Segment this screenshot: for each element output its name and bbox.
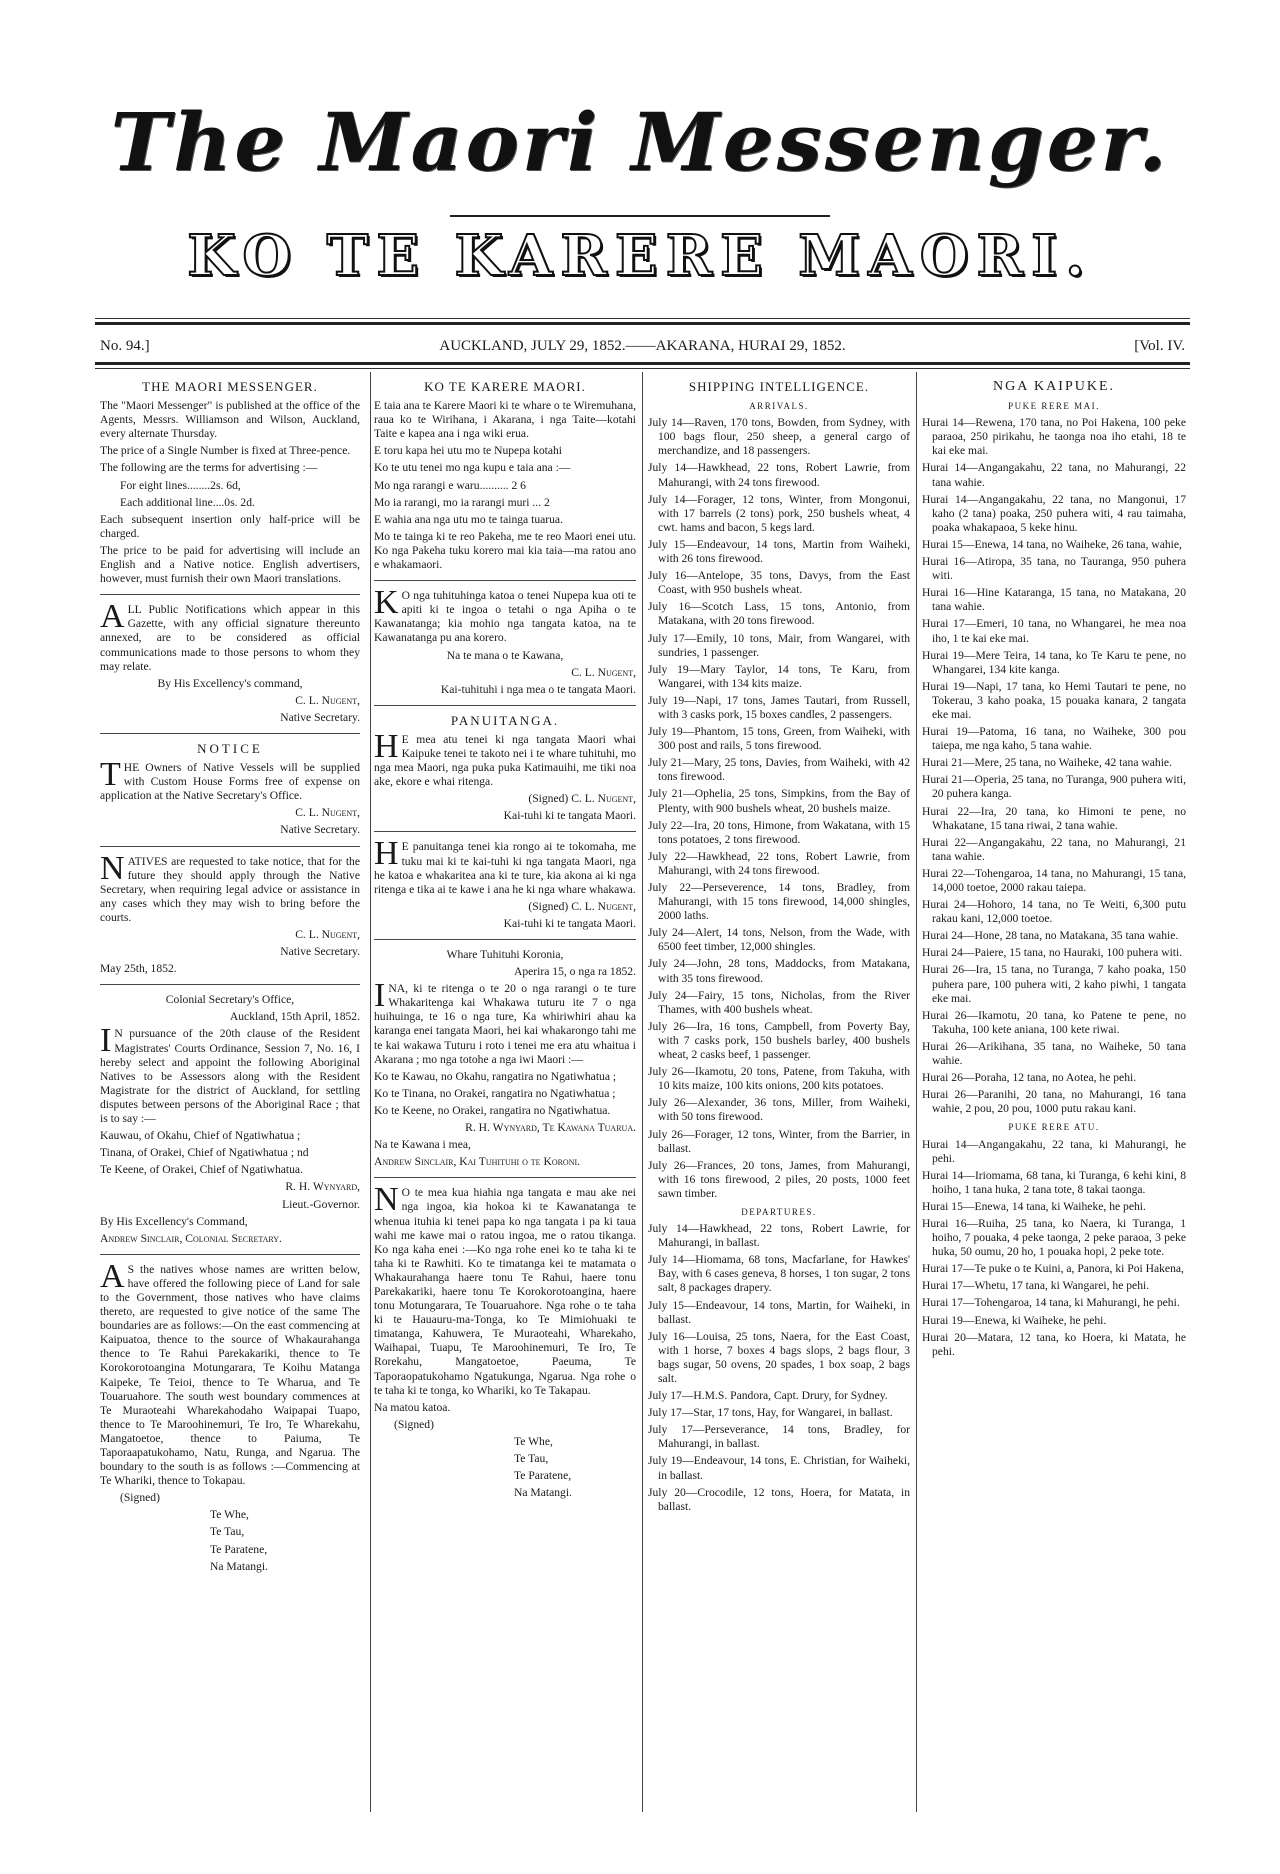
shipping-entry: July 19—Napi, 17 tons, James Tautari, from Russell, with 3 casks pork, 15 boxes candles, 2 passengers.	[648, 693, 910, 721]
header-rule-top	[95, 318, 1190, 319]
shipping-entry: Hurai 16—Ruiha, 25 tana, ko Naera, ki Turanga, 1 hoiho, 7 pouaka, 4 peke taonga, 2 peke paraoa, 3 peke huka, 50 oumu, 20 ho, 1 pouaka hopi, 2 peke tote.	[922, 1216, 1186, 1259]
command-line: By His Excellency's Command,	[100, 1214, 248, 1228]
shipping-entry: Hurai 19—Mere Teira, 14 tana, ko Te Karu te pene, no Whangarei, 134 kite kanga.	[922, 648, 1186, 676]
signature-line	[374, 792, 636, 806]
shipping-entry: Hurai 26—Poraha, 12 tana, no Aotea, he pehi.	[922, 1071, 1137, 1085]
shipping-entry: July 26—Alexander, 36 tons, Miller, from Waiheki, with 50 tons firewood.	[648, 1096, 910, 1124]
shipping-entry: July 21—Mary, 25 tons, Davies, from Waiheki, with 42 tons firewood.	[648, 756, 910, 784]
shipping-entry: Hurai 24—Hohoro, 14 tana, no Te Weiti, 6,300 putu rakau kani, 12,000 toetoe.	[922, 898, 1186, 926]
chief-entry: Tinana, of Orakei, Chief of Ngatiwhatua ; nd	[100, 1146, 309, 1160]
signature-name: C. L. Nugent,	[295, 693, 360, 707]
notice-heading: PANUITANGA.	[450, 712, 560, 728]
signed-label: (Signed)	[528, 792, 569, 806]
column-separator	[916, 372, 917, 1812]
departures-list	[648, 1222, 910, 1514]
divider	[374, 580, 636, 581]
secretary-line: Andrew Sinclair, Kai Tuhituhi o te Koroni.	[374, 1155, 581, 1169]
office-line: Whare Tuhituhi Koronia,	[446, 948, 564, 961]
shipping-entry: Hurai 19—Patoma, 16 tana, no Waiheke, 300 pou taiepa, me nga kaho, 5 tana wahie.	[922, 725, 1186, 753]
notice-date: May 25th, 1852.	[100, 962, 177, 976]
shipping-entry: July 14—Hawkhead, 22 tons, Robert Lawrie, from Mahurangi, with 24 tons firewood.	[648, 461, 910, 489]
chief-entry: Kauwau, of Okahu, Chief of Ngatiwhatua ;	[100, 1129, 301, 1143]
chief-entry: Te Keene, of Orakei, Chief of Ngatiwhatua.	[100, 1163, 303, 1177]
rate-line: For eight lines........2s. 6d,	[120, 478, 241, 492]
notice-paragraph: HE mea atu tenei ki nga tangata Maori whai Kaipuke tenei te takoto nei i te whare tuhituhi, mo nga mea Maori, nga puka puka Katimauihi, me tiki noa ake, ekore e whai ritenga.	[374, 727, 636, 789]
signature-name: C. L. Nugent,	[295, 806, 360, 820]
shipping-entry: Hurai 26—Ikamotu, 20 tana, ko Patene te pene, no Takuha, 100 kete aniana, 100 kete riwai.	[922, 1008, 1186, 1036]
shipping-entry: Hurai 17—Whetu, 17 tana, ki Wangarei, he pehi.	[922, 1279, 1150, 1293]
header-rule-bottom	[95, 362, 1190, 365]
masthead-rule	[450, 215, 830, 217]
arrivals-heading: PUKE RERE MAI.	[1008, 401, 1100, 412]
shipping-entry: July 26—Ikamotu, 20 tons, Patene, from Takuha, with 10 kits maize, 100 kits onions, 200 kits potatoes.	[648, 1065, 910, 1093]
shipping-entry: July 15—Endeavour, 14 tons, Martin from Waiheki, with 26 tons firewood.	[648, 537, 910, 566]
divider	[374, 705, 636, 706]
shipping-entry: July 22—Perseverence, 14 tons, Bradley, from Mahurangi, with 15 tons firewood, 14,000 shingles, 2000 laths.	[648, 881, 910, 923]
signature-title: Native Secretary.	[280, 945, 360, 959]
shipping-entry: July 26—Forager, 12 tons, Winter, from the Barrier, in ballast.	[648, 1127, 910, 1155]
paragraph: The price of a Single Number is fixed at Three-pence.	[100, 444, 351, 458]
shipping-entry: July 22—Ira, 20 tons, Himone, from Wakatana, with 15 tons potatoes, 2 tons firewood.	[648, 818, 910, 846]
shipping-entry: Hurai 24—Paiere, 15 tana, no Hauraki, 100 puhera witi.	[922, 946, 1183, 960]
header-rule-top2	[95, 322, 1190, 325]
signature-title: Kai-tuhituhi i nga mea o te tangata Maori.	[440, 682, 636, 696]
shipping-entry: Hurai 16—Atiropa, 35 tana, no Tauranga, 950 puhera witi.	[922, 555, 1186, 583]
signature-name: C. L. Nugent,	[571, 899, 636, 913]
divider	[100, 846, 360, 847]
divider	[374, 939, 636, 940]
public-notice: KO nga tuhituhinga katoa o tenei Nupepa kua oti te apiti ki te ingoa o tetahi o nga Apiha o te Kawanatanga; kia mohio nga tangata katoa, na te Kawanatanga pu ana korero.	[374, 584, 636, 645]
shipping-entry: Hurai 14—Angangakahu, 22 tana, ki Mahurangi, he pehi.	[922, 1137, 1186, 1165]
divider	[374, 1177, 636, 1178]
shipping-entry: Hurai 14—Iriomama, 68 tana, ki Turanga, 6 kehi kini, 8 hoiho, 1 tana huka, 2 tana tote, 8 takai taonga.	[922, 1168, 1186, 1196]
departures-heading: DEPARTURES.	[741, 1206, 817, 1217]
signature-title: Native Secretary.	[280, 710, 360, 724]
shipping-entry: July 26—Frances, 20 tons, James, from Mahurangi, with 16 tons firewood, 2 piles, 20 posts, 1000 feet sawn timber.	[648, 1158, 910, 1200]
masthead-subtitle: KO TE KARERE MAORI.	[187, 223, 1093, 289]
signer: Te Tau,	[210, 1525, 245, 1539]
notice-paragraph: HE panuitanga tenei kia rongo ai te tokomaha, me tuku mai ki te kai-tuhi ki nga tangata Maori, nga he katoa e whakaritea ana ki te ture, kia akona ai ki nga ritenga e tika ai te kawe i ana he ki nga whare whakawa.	[374, 835, 636, 896]
shipping-entry: July 19—Phantom, 15 tons, Green, from Waiheki, with 300 post and rails, 5 tons firewood.	[648, 725, 910, 753]
divider	[374, 831, 636, 832]
column-heading: KO TE KARERE MAORI.	[424, 379, 586, 394]
signature-title: Kai-tuhi ki te tangata Maori.	[503, 916, 636, 930]
shipping-entry: Hurai 26—Ira, 15 tana, no Turanga, 7 kaho poaka, 150 puhera pare, 100 puhera witi, 2 kaho piwhi, 1 tangata eke mai.	[922, 963, 1186, 1005]
shipping-entry: Hurai 22—Ira, 20 tana, ko Himoni te pene, no Whakatane, 15 tana riwai, 2 tana wahie.	[922, 804, 1186, 832]
column-separator	[370, 372, 371, 1812]
land-notice: AS the natives whose names are written below, have offered the following piece of Land for sale to the Government, those natives who have claims thereto, are requested to give notice of the same The boundaries are as follows:—On the east commencing at Kaipuatoa, thence to the source of Whakaurahanga thence to Te Rahui Parekakariki, thence to Te Korokorotoangina Motungarara, Te Koihu Matanga Kaipeke, Te Teioi, thence to Te Wharua, and Te Touaruahore. The south west boundary commences at Te Muraoteahi Wharekahodaho Waipapai Tuapo, thence to Te Maroohinemuri, Te Iro, Te Wharekahu, Mangatoetoe, thence to Paiuma, Te Taporaapatukohamo, Natu, Runga, and Ngarua. The boundary to the south is as follows :—Commencing at Te Whariki, thence to Tokapau.	[100, 1257, 360, 1488]
shipping-entry: Hurai 26—Paranihi, 20 tana, no Mahurangi, 16 tana wahie, 2 pou, 20 pou, 1000 putu rakau kani.	[922, 1088, 1186, 1116]
divider	[100, 1254, 360, 1255]
divider	[100, 733, 360, 734]
arrivals-list	[648, 416, 910, 1201]
signed-line: (Signed)	[394, 1417, 434, 1431]
chief-entry: Ko te Kawau, no Okahu, rangatira no Ngatiwhatua ;	[374, 1069, 617, 1083]
divider	[100, 594, 360, 595]
header-rule-bottom2	[95, 368, 1190, 369]
office-date: Auckland, 15th April, 1852.	[229, 1010, 360, 1024]
shipping-entry: July 20—Crocodile, 12 tons, Hoera, for Matata, in ballast.	[648, 1485, 910, 1513]
column-shipping	[648, 378, 910, 1517]
shipping-entry: Hurai 17—Tohengaroa, 14 tana, ki Mahurangi, he pehi.	[922, 1296, 1180, 1310]
office-date: Aperira 15, o nga ra 1852.	[513, 965, 636, 979]
column-kaipuke	[922, 378, 1186, 1362]
secretary-line: Andrew Sinclair, Colonial Secretary.	[100, 1231, 282, 1245]
shipping-entry: July 26—Ira, 16 tons, Campbell, from Poverty Bay, with 7 casks pork, 150 bushels barley, 400 bushels wheat, 2 casks beef, 1 passenger.	[648, 1019, 910, 1062]
shipping-entry: July 14—Hawkhead, 22 tons, Robert Lawrie, for Mahurangi, in ballast.	[648, 1222, 910, 1250]
column-english-notices	[100, 378, 360, 1577]
shipping-entry: Hurai 15—Enewa, 14 tana, ki Waiheke, he pehi.	[922, 1199, 1146, 1213]
arrivals-heading: ARRIVALS.	[749, 401, 809, 412]
command-line: Na te Kawana i mea,	[374, 1138, 471, 1152]
paragraph: Mo te tainga ki te reo Pakeha, me te reo Maori enei utu. Ko nga Pakeha tuku korero mai kia taia—ma ratou ano e whakamaori.	[374, 529, 636, 572]
governor-title: Lieut.-Governor.	[282, 1197, 360, 1211]
column-heading: SHIPPING INTELLIGENCE.	[688, 379, 870, 394]
shipping-entry: July 19—Endeavour, 14 tons, E. Christian, for Waiheki, in ballast.	[648, 1454, 910, 1482]
office-line: Colonial Secretary's Office,	[165, 993, 295, 1007]
shipping-entry: July 16—Louisa, 25 tons, Naera, for the East Coast, with 1 horse, 7 boxes 4 bags slops, 2 bags flour, 3 bags sugar, 50 ovens, 20 spades, 1 box soap, 2 bags salt.	[648, 1329, 910, 1385]
shipping-entry: Hurai 19—Enewa, ki Waiheke, he pehi.	[922, 1313, 1107, 1327]
shipping-entry: Hurai 20—Matara, 12 tana, ko Hoera, ki Matata, he pehi.	[922, 1330, 1186, 1358]
notice-paragraph: THE Owners of Native Vessels will be supplied with Custom House Forms free of expense on application at the Native Secretary's Office.	[100, 756, 360, 803]
signer: Te Paratene,	[210, 1542, 268, 1556]
shipping-entry: July 16—Antelope, 35 tons, Davys, from the East Coast, with 950 bushels wheat.	[648, 569, 910, 597]
signature-name: C. L. Nugent,	[571, 665, 636, 679]
notice-paragraph: NATIVES are requested to take notice, that for the future they should apply through the Native Secretary, when requiring legal advice or assistance in any cases which they may wish to bring before the courts.	[100, 849, 360, 924]
shipping-entry: July 17—Emily, 10 tons, Mair, from Wangarei, with sundries, 1 passenger.	[648, 631, 910, 659]
shipping-entry: July 17—Star, 17 tons, Hay, for Wangarei, in ballast.	[648, 1406, 893, 1420]
signed-line: (Signed)	[120, 1491, 160, 1505]
volume-number: [Vol. IV.	[1134, 338, 1185, 354]
masthead-title: The Maori Messenger.	[110, 95, 1170, 189]
shipping-entry: Hurai 15—Enewa, 14 tana, no Waiheke, 26 tana, wahie,	[922, 537, 1182, 551]
shipping-entry: July 17—H.M.S. Pandora, Capt. Drury, for Sydney.	[648, 1389, 888, 1403]
governor-name: R. H. Wynyard,	[285, 1180, 360, 1194]
rate-line: Each additional line....0s. 2d.	[120, 495, 255, 509]
signer: Na Matangi.	[210, 1559, 268, 1573]
shipping-entry: Hurai 26—Arikihana, 35 tana, no Waiheke, 50 tana wahie.	[922, 1039, 1186, 1068]
shipping-entry: Hurai 22—Angangakahu, 22 tana, no Mahurangi, 21 tana wahie.	[922, 835, 1186, 863]
shipping-entry: Hurai 24—Hone, 28 tana, no Matakana, 35 tana wahie.	[922, 929, 1179, 943]
signature-title: Kai-tuhi ki te tangata Maori.	[503, 809, 636, 823]
arrivals-list	[922, 416, 1186, 1116]
shipping-entry: Hurai 14—Rewena, 170 tana, no Poi Hakena, 100 peke paraoa, 250 pirikahu, he taonga noa iho etahi, 18 te kai eke mai.	[922, 416, 1186, 458]
assessors-paragraph: INA, ki te ritenga o te 20 o nga rarangi o te ture Whakaritenga kai Whakawa tuturu ite 7 o nga huihuinga, te 16 o nga ture, Ka whiriwhiri ahau ka karanga enei tangata Maori, hei kai whakarongo tahi me te kai wakawa Tuturu i roto i tenei me era atu whaitua i Akarana ; mo nga totohe a nga iwi Maori :—	[374, 977, 636, 1066]
shipping-entry: Hurai 21—Operia, 25 tana, no Turanga, 900 puhera witi, 20 puhera kanga.	[922, 773, 1186, 801]
paragraph: E toru kapa hei utu mo te Nupepa kotahi	[374, 444, 563, 458]
land-notice: NO te mea kua hiahia nga tangata e mau ake nei nga ingoa, kia hokoa ki te Kawanatanga te whenua ituhia ki tenei papa ko nga tangata i pa ki taua wahi me kawe mai o ratou ingoa, me o ratou tikanga. Ko nga kaha enei :—Ko nga rohe enei ko te taha ki te taha ki te Rawhiti. Ko te timatanga kei te matamata o Whakaurahanga haere tonu Te Rahui, haere tonu Parekakariki, haere tonu Te Korokorotoangina, haere tonu Motungarara, Te Touaruahore. Nga rohe o te taha ki te Hauauru-ma-Tonga, ko Te Mimiohuaki te timatanga, Kahuwera, Te Muraoteahi, Wharekaho, Waihapai, Tuapu, Te Maroohinemuri, Te Iro, Te Rorekahu, Mangatoetoe, Paeuma, Te Taporaopatukohamo Ngatukunga, Ngarua. Nga rohe o te taha ki te tonga, ko Whariki, ko Te Takapau.	[374, 1181, 636, 1397]
signer: Na Matangi.	[514, 1486, 572, 1500]
departures-list	[922, 1138, 1186, 1359]
signature-title: Native Secretary.	[280, 823, 360, 837]
column-heading: NGA KAIPUKE.	[993, 379, 1115, 394]
signer: Te Whe,	[210, 1508, 249, 1522]
column-maori-notices	[374, 378, 636, 1503]
shipping-entry: July 14—Hiomama, 68 tons, Macfarlane, for Hawkes' Bay, with 6 cases geneva, 8 horses, 1 ton sugar, 2 tons salt, 8 packages drapery.	[648, 1253, 910, 1295]
chief-entry: Ko te Keene, no Orakei, rangatira no Ngatiwhatua.	[374, 1103, 611, 1117]
signer: Te Paratene,	[514, 1469, 572, 1483]
shipping-entry: July 24—John, 28 tons, Maddocks, from Matakana, with 35 tons firewood.	[648, 957, 910, 985]
command-line: Na te mana o te Kawana,	[446, 648, 564, 662]
shipping-entry: July 15—Endeavour, 14 tons, Martin, for Waiheki, in ballast.	[648, 1298, 910, 1326]
paragraph: The "Maori Messenger" is published at the office of the Agents, Messrs. Williamson and Wilson, Auckland, every alternate Thursday.	[100, 399, 360, 441]
rate-line: Mo nga rarangi e waru.......... 2 6	[374, 478, 526, 492]
column-heading: THE MAORI MESSENGER.	[142, 379, 318, 394]
signature-line	[374, 900, 636, 914]
chief-entry: Ko te Tinana, no Orakei, rangatira no Ngatiwhatua ;	[374, 1086, 616, 1100]
shipping-entry: Hurai 17—Emeri, 10 tana, no Whangarei, he mea noa iho, 1 te kai eke mai.	[922, 617, 1186, 645]
paragraph: Each subsequent insertion only half-price will be charged.	[100, 512, 360, 540]
shipping-entry: July 14—Raven, 170 tons, Bowden, from Sydney, with 100 bags flour, 250 sheep, a general cargo of merchandize, and 18 passengers.	[648, 416, 910, 458]
governor-line: R. H. Wynyard, Te Kawana Tuarua.	[465, 1121, 636, 1135]
shipping-entry: Hurai 16—Hine Kataranga, 15 tana, no Matakana, 20 tana wahie.	[922, 586, 1186, 614]
shipping-entry: July 17—Perseverance, 14 tons, Bradley, for Mahurangi, in ballast.	[648, 1423, 910, 1451]
issue-date: AUCKLAND, JULY 29, 1852.——AKARANA, HURAI 29, 1852.	[439, 338, 846, 354]
divider	[100, 984, 360, 985]
notice-heading: NOTICE	[197, 740, 263, 756]
shipping-entry: Hurai 17—Te puke o te Kuini, a, Panora, ki Poi Hakena,	[922, 1262, 1184, 1276]
signer: Te Whe,	[514, 1434, 553, 1448]
shipping-entry: July 21—Ophelia, 25 tons, Simpkins, from the Bay of Plenty, with 900 bushels wheat, 20 bushels maize.	[648, 787, 910, 815]
shipping-entry: Hurai 19—Napi, 17 tana, ko Hemi Tautari te pene, no Tokerau, 3 kaho poaka, 15 pouaka kanara, 2 tangata eke mai.	[922, 679, 1186, 721]
paragraph: E wahia ana nga utu mo te tainga tuarua.	[374, 512, 563, 526]
shipping-entry: Hurai 14—Angangakahu, 22 tana, no Mangonui, 17 kaho (2 tana) poaka, 250 puhera witi, 4 rau taimaha, poaka whakapaoa, 5 keke hinu.	[922, 492, 1186, 534]
shipping-entry: July 19—Mary Taylor, 14 tons, Te Karu, from Wangarei, with 134 kits maize.	[648, 662, 910, 690]
signature-name: C. L. Nugent,	[571, 792, 636, 806]
signed-label: (Signed)	[528, 899, 569, 913]
shipping-entry: July 16—Scotch Lass, 15 tons, Antonio, from Matakana, with 20 tons firewood.	[648, 600, 910, 628]
shipping-entry: Hurai 22—Tohengaroa, 14 tana, no Mahurangi, 15 tana, 14,000 toetoe, 2000 rakau taiepa.	[922, 866, 1186, 894]
shipping-entry: July 22—Hawkhead, 22 tons, Robert Lawrie, from Mahurangi, with 24 tons firewood.	[648, 849, 910, 877]
signer: Te Tau,	[514, 1452, 549, 1465]
shipping-entry: Hurai 21—Mere, 25 tana, no Waiheke, 42 tana wahie.	[922, 756, 1172, 770]
command-line: By His Excellency's command,	[157, 676, 303, 690]
land-closing: Na matou katoa.	[374, 1400, 451, 1414]
paragraph: The following are the terms for advertising :—	[100, 461, 318, 475]
signature-name: C. L. Nugent,	[295, 928, 360, 941]
paragraph: Ko te utu tenei mo nga kupu e taia ana :—	[374, 461, 571, 475]
column-separator	[642, 372, 643, 1812]
shipping-entry: July 14—Forager, 12 tons, Winter, from Mongonui, with 17 barrels (2 tons) pork, 250 bushels wheat, 4 cwt. hams and bacon, 5 kegs lard.	[648, 492, 910, 534]
rate-line: Mo ia rarangi, mo ia rarangi muri ... 2	[374, 495, 550, 509]
paragraph: E taia ana te Karere Maori ki te whare o te Wiremuhana, raua ko te Wirihana, i Akarana, i nga Taite—kotahi Taite e kapea ana i nga wiki erua.	[374, 399, 636, 441]
paragraph: The price to be paid for advertising will include an English and a Native notice. English advertisers, however, must furnish their own Maori translations.	[100, 543, 360, 586]
public-notice: ALL Public Notifications which appear in this Gazette, with any official signature thereunto annexed, are to be considered as official communications made to those persons to whom they may relate.	[100, 598, 360, 673]
shipping-entry: July 24—Fairy, 15 tons, Nicholas, from the River Thames, with 400 bushels wheat.	[648, 988, 910, 1016]
shipping-entry: Hurai 14—Angangakahu, 22 tana, no Mahurangi, 22 tana wahie.	[922, 461, 1186, 489]
assessors-paragraph: IN pursuance of the 20th clause of the Resident Magistrates' Courts Ordinance, Session 7, No. 16, I hereby select and appoint the following Aboriginal Natives to be Assessors along with the Resident Magistrate for the district of Auckland, for settling disputes between persons of the Aboriginal Race ; that is to say :—	[100, 1022, 360, 1126]
issue-number: No. 94.]	[100, 338, 150, 354]
departures-heading: PUKE RERE ATU.	[1008, 1122, 1100, 1133]
shipping-entry: July 24—Alert, 14 tons, Nelson, from the Wade, with 6500 feet timber, 12,000 shingles.	[648, 926, 910, 954]
